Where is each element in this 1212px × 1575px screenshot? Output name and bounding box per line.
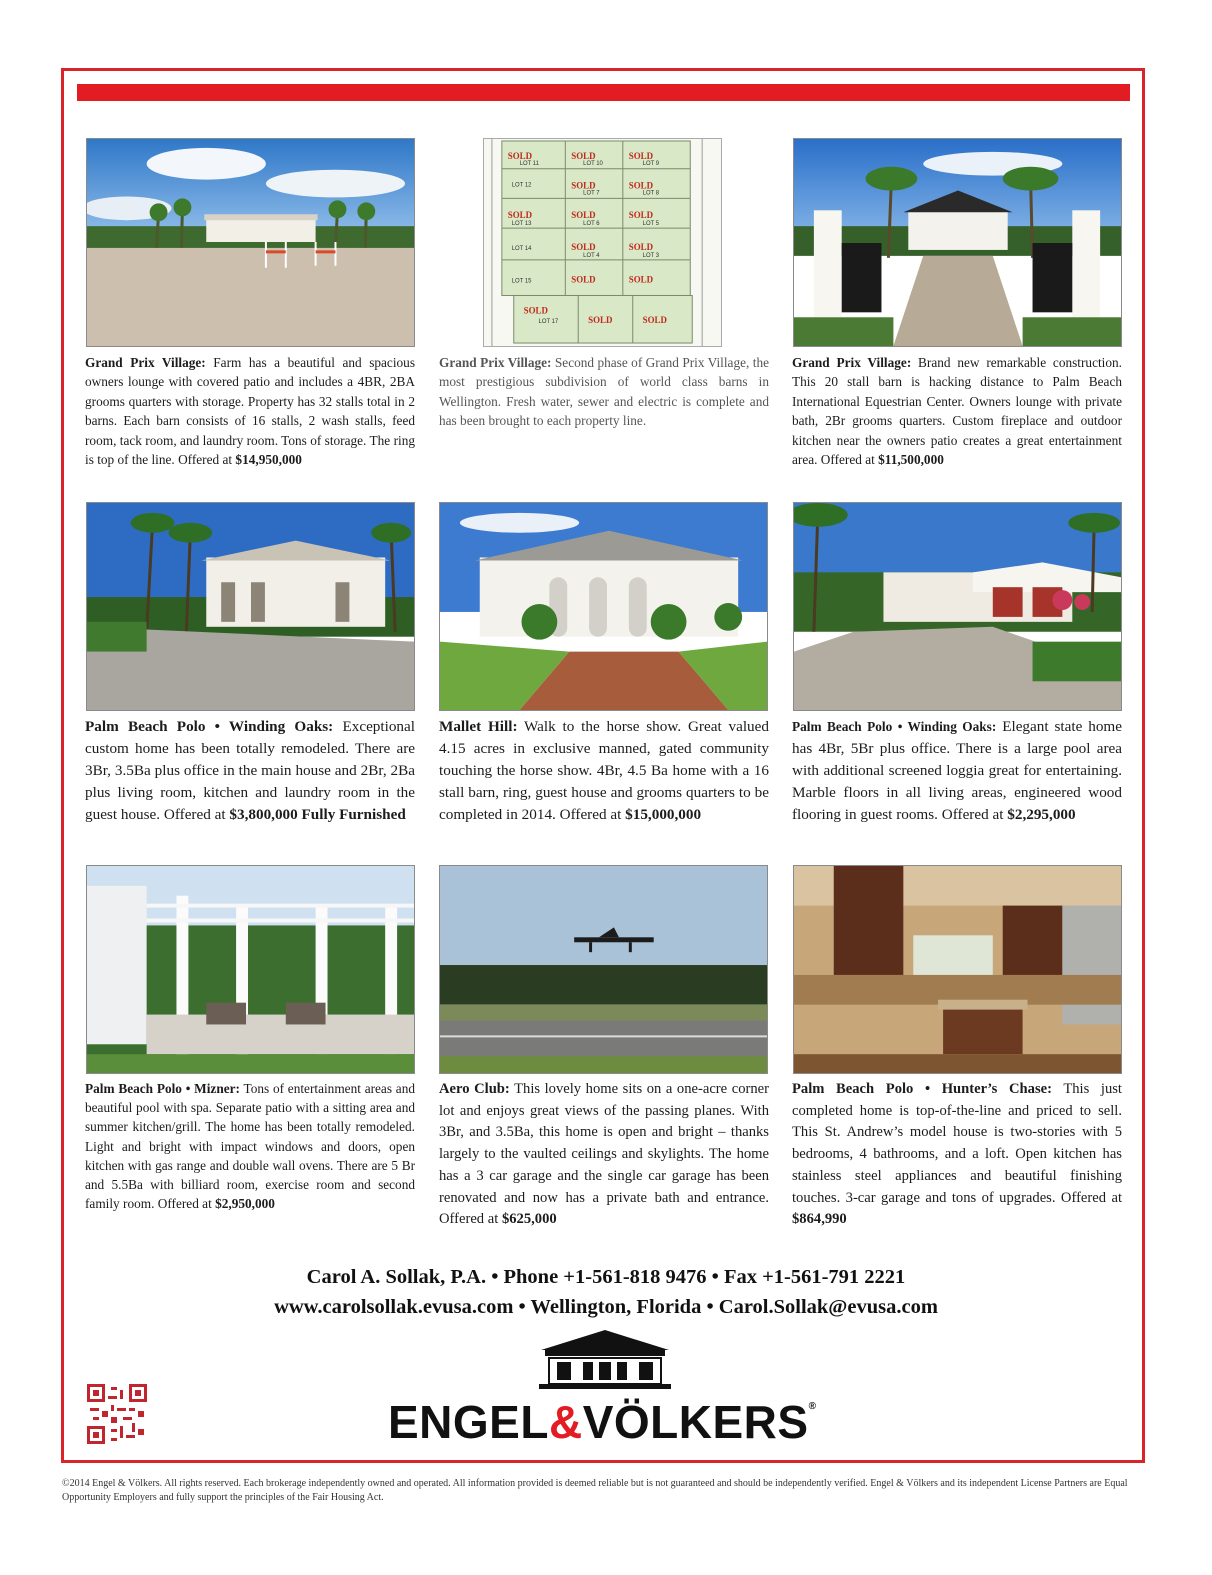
listing-title: Grand Prix Village: [85,355,206,370]
qr-code-icon[interactable] [87,1384,147,1444]
listing-price: $2,295,000 [1007,806,1076,823]
plat-lot-label: LOT 9 [642,160,660,167]
plat-sold-1: SOLD [507,150,533,161]
listing-photo-9 [793,865,1122,1074]
header-red-bar [77,84,1130,101]
listing-body: Exceptional custom home has been totally remodeled. There are 3Br, 3.5Ba plus office in the main house and 2Br, 2Ba plus living room, kitchen and laundry room in the guest house. Offered at [85,718,415,823]
plat-lot-label: LOT 14 [511,245,532,252]
plat-sold-3: SOLD [628,150,654,161]
listing-photo-3 [793,138,1122,347]
listing-title: Grand Prix Village: [439,355,552,370]
brand-ampersand: & [548,1396,583,1448]
listing-description-6 [792,716,1122,826]
plat-sold-9: SOLD [571,241,596,252]
listing-photo-2 [483,138,722,347]
listing-photo-1 [86,138,415,347]
plat-sold-6: SOLD [507,210,533,221]
listing-body: Elegant state home has 4Br, 5Br plus office. There is a large pool area with additional screened loggia great for entertaining. Marble floors in all living areas, engineered wood flooring in guest rooms. Offered at [792,718,1122,823]
plat-sold-10: SOLD [628,241,654,252]
plat-sold-12: SOLD [628,274,654,285]
listing-price: $11,500,000 [878,452,944,468]
listing-body: This just completed home is top-of-the-line and priced to sell. This St. Andrew’s model house is two-stories with 5 bedrooms, 4 bathrooms, and a loft. Open kitchen has stainless steel appliances and beautiful finishing touches. 3-car garage and tons of upgrades. Offered at [792,1081,1122,1206]
plat-lot-label: LOT 10 [583,160,603,167]
listing-photo-8 [439,865,768,1074]
plat-sold-13: SOLD [523,305,548,316]
building-logo-icon [537,1328,673,1390]
listing-title: Palm Beach Polo • Winding Oaks: [85,718,334,735]
listing-title: Palm Beach Polo • Winding Oaks: [792,719,997,734]
registered-mark: ® [808,1401,817,1412]
plat-sold-2: SOLD [571,150,596,161]
contact-line-2: www.carolsollak.evusa.com • Wellington, Florida • Carol.Sollak@evusa.com [274,1296,938,1318]
listing-body: Brand new remarkable construction. This 20 stall barn is hacking distance to Palm Beach International Equestrian Center. Owners lounge with private bath, 2Br grooms quarters. Custom fireplace and outdoor kitchen near the owners patio creates a great entertainment area. Offered at [792,355,1122,468]
listing-description-4 [85,716,415,826]
plat-lot-label: LOT 8 [642,190,660,197]
listing-price: $14,950,000 [235,452,302,468]
plat-sold-11: SOLD [571,274,596,285]
listing-photo-6 [793,502,1122,711]
listing-description-7 [85,1079,415,1213]
plat-sold-7: SOLD [571,210,596,221]
plat-sold-5: SOLD [628,180,654,191]
listing-price: $864,990 [792,1211,847,1228]
contact-line-1: Carol A. Sollak, P.A. • Phone +1-561-818 9476 • Fax +1-561-791 2221 [306,1266,906,1288]
listing-body: Farm has a beautiful and spacious owners lounge with covered patio and includes a 4BR, 2BA grooms quarters with storage. Property has 32 stalls total in 2 barns. Each barn consists of 16 stalls, 2 wash stalls, feed room, tack room, and laundry room. Tons of storage. The ring is top of the line. Offered at [85,355,415,468]
brand-name-left: ENGEL [388,1396,549,1448]
listing-title: Palm Beach Polo • Mizner: [85,1081,240,1096]
plat-lot-label: LOT 15 [511,278,532,285]
listing-price: $625,000 [501,1211,557,1228]
plat-lot-label: LOT 4 [583,252,600,259]
listing-price: $3,800,000 Fully Furnished [229,806,406,823]
legal-disclaimer: ©2014 Engel & Völkers. All rights reserved. Each brokerage independently owned and operated. All information provided is deemed reliable but is not guaranteed and should be independently verified. Engel & Völkers and its independent License Partners are Equal Opportunity Employers and fully support the principles of the Fair Housing Act. [62,1478,1128,1503]
listing-title: Palm Beach Polo • Hunter’s Chase: [792,1081,1052,1097]
listing-body: Second phase of Grand Prix Village, the most prestigious subdivision of world class barns in Wellington. Fresh water, sewer and electric is complete and has been brought to each property line. [439,355,770,429]
plat-sold-15: SOLD [642,315,667,326]
plat-lot-label: LOT 3 [642,252,660,259]
listing-body: This lovely home sits on a one-acre corner lot and enjoys great views of the passing planes. With 3Br, and 3.5Ba, this home is open and bright – thanks largely to the vaulted ceilings and skylights. The home has a 3 car garage and the single car garage has been renovated and now has a private bath and entrance. Offered at [439,1081,769,1228]
listing-title: Aero Club: [439,1081,510,1097]
listing-photo-4 [86,502,415,711]
listing-description-2 [439,353,769,431]
listing-body: Walk to the horse show. Great valued 4.15 acres in exclusive manned, gated community touching the horse show. 4Br, 4.5 Ba home with a 16 stall barn, ring, guest house and grooms quarters to be completed in 2014. Offered at [439,718,769,823]
brand-wordmark [388,1395,828,1449]
plat-lot-label: LOT 7 [583,190,600,197]
plat-sold-4: SOLD [571,180,596,191]
plat-lot-label: LOT 6 [583,221,600,228]
plat-lot-label: LOT 11 [519,160,539,167]
brand-name-right: VÖLKERS [582,1396,809,1448]
listing-photo-5 [439,502,768,711]
listing-description-8 [439,1079,769,1231]
listing-price: $2,950,000 [215,1196,275,1212]
plat-sold-14: SOLD [588,315,613,326]
listing-description-5 [439,716,769,826]
listing-price: $15,000,000 [625,806,702,823]
plat-lot-label: LOT 17 [538,319,559,326]
plat-sold-8: SOLD [628,210,654,221]
listing-photo-7 [86,865,415,1074]
plat-lot-label: LOT 5 [642,221,660,228]
plat-lot-label: LOT 13 [511,221,532,228]
listing-description-9 [792,1079,1122,1231]
listing-description-3 [792,353,1122,469]
listing-title: Grand Prix Village: [792,355,912,370]
plat-lot-label: LOT 12 [511,182,532,189]
listing-body: Tons of entertainment areas and beautiful pool with spa. Separate patio with a sitting area and summer kitchen/grill. The home has been totally remodeled. Light and bright with impact windows and doors, open kitchen with gas range and double wall ovens. There are 5 Br and 5.5Ba with billiard room, exercise room and second family room. Offered at [85,1081,415,1212]
listing-description-1 [85,353,415,469]
listing-title: Mallet Hill: [439,718,518,735]
